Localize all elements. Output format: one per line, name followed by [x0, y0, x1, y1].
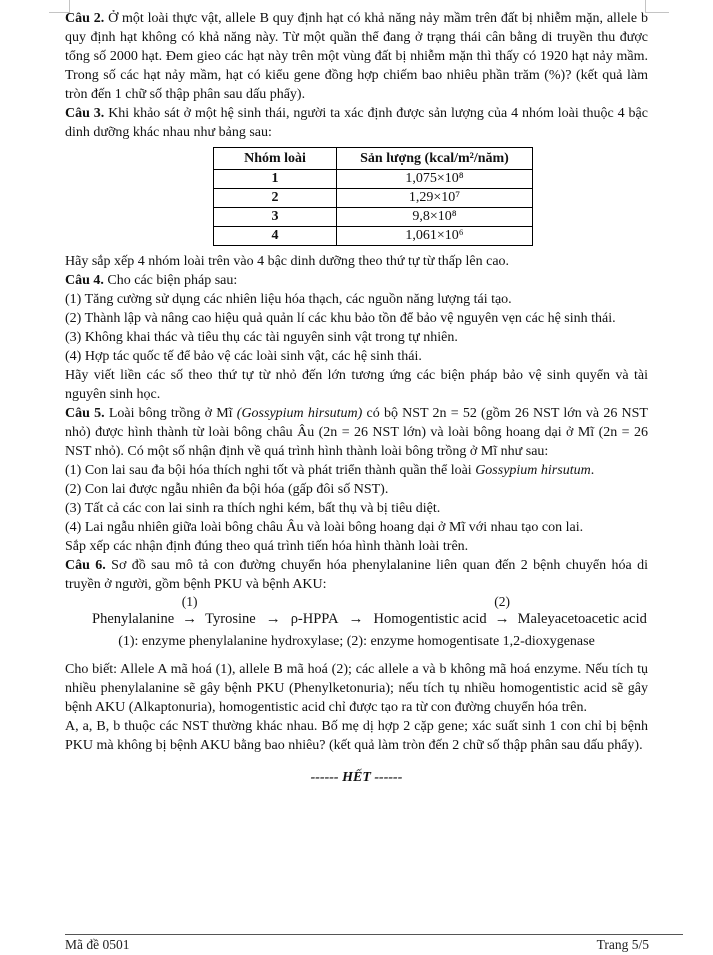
metabolic-pathway-diagram — [89, 595, 648, 629]
text-run: (1) Con lai sau đa bội hóa thích nghi tốt và phát triển thành quần thể loài — [65, 463, 476, 478]
question-3-task: Hãy sắp xếp 4 nhóm loài trên vào 4 bậc dinh dưỡng theo thứ tự từ thấp lên cao. — [65, 254, 510, 269]
end-of-exam-marker: ------ HẾT ------ — [310, 770, 403, 785]
text-boundary-mark-top-right — [645, 0, 669, 13]
text-run: Câu 3. — [65, 106, 105, 121]
pathway-node-hppa: ρ-HPPA — [290, 611, 339, 627]
table-row — [214, 208, 533, 227]
arrow-icon: → — [265, 611, 281, 627]
pathway-node-homogentistic-acid: Homogentistic acid — [373, 611, 487, 627]
question-5-intro — [65, 404, 648, 461]
question-5-item-2 — [65, 480, 648, 499]
diagram-caption: (1): enzyme phenylalanine hydroxylase; (2): enzyme homogentisate 1,2-dioxygenase — [118, 634, 595, 649]
question-3-intro — [65, 104, 648, 142]
text-run: Câu 4. — [65, 273, 104, 288]
exam-code: Mã đề 0501 — [65, 937, 130, 952]
pathway-node-phenylalanine: Phenylalanine — [92, 611, 175, 627]
text-run: Ở một loài thực vật, allele B quy định hạt có khả năng nảy mầm trên đất bị nhiễm mặn, allele b quy định hạt không có khả năng này. Từ một quần thể đang ở trạng thái cân bằng di truyền thu được tổng số 2000 hạt. Đem gieo các hạt này trên một vùng đất bị nhiễm mặn thì thấy có 1920 hạt nảy mầm. Trong số các hạt nảy mầm, hạt có kiểu gene đồng hợp chiếm bao nhiêu phần trăm (%)? (kết quả làm tròn đến 1 chữ số thập phân sau dấu phẩy). — [65, 11, 648, 102]
pathway-node-maleyacetoacetic-acid: Maleyacetoacetic acid — [517, 611, 647, 627]
table-row — [214, 170, 533, 189]
col-header-production: Sản lượng (kcal/m²/năm) — [337, 148, 533, 170]
table-cell: 1,075×10⁸ — [337, 170, 533, 189]
text-run: Gossypium hirsutum — [475, 463, 591, 478]
table-cell: 2 — [214, 189, 337, 208]
table-cell: 1,29×10⁷ — [337, 189, 533, 208]
pathway-arrow-2 — [494, 594, 511, 629]
page-number: Trang 5/5 — [596, 937, 649, 952]
text-run: . — [590, 463, 595, 478]
table-cell: 1,061×10⁶ — [337, 227, 533, 246]
page-footer — [65, 934, 683, 953]
question-6-note: Cho biết: Allele A mã hoá (1), allele B mã hoá (2); các allele a và b không mã hoá enzyme. Nếu tích tụ nhiều phenylalanine sẽ gây bệnh PKU (Phenylketonuria); nếu tích tụ nhiều homogentistic acid sẽ gây bệnh AKU (Alkaptonuria), homogentistic acid chỉ được tạo ra từ con đường chuyển hóa trên. — [65, 662, 648, 715]
text-run: (Gossypium hirsutum) — [236, 406, 363, 421]
question-4-item-3: (3) Không khai thác và tiêu thụ các tài nguyên sinh vật trong tự nhiên. — [65, 330, 458, 345]
arrow-icon: → — [494, 611, 510, 627]
question-4-item-2: (2) Thành lập và nâng cao hiệu quả quản lí các khu bảo tồn để bảo vệ nguyên vẹn các hệ sinh thái. — [65, 311, 616, 326]
question-5-task: Sắp xếp các nhận định đúng theo quá trình tiến hóa hình thành loài trên. — [65, 539, 469, 554]
text-run: Loài bông trồng ở Mĩ — [104, 406, 237, 421]
text-run: có bộ NST 2n = 52 (gồm 26 NST lớn và 26 NST nhỏ) được hình thành từ loài bông châu Âu (2n = 26 NST lớn) và loài bông hoang dại ở Mĩ (2n = 26 NST nhỏ). Có một số nhận định về quá trình hình thành loài bông trồng ở Mĩ như sau: — [65, 406, 648, 459]
table-body — [214, 170, 533, 246]
question-5-item-1 — [65, 461, 648, 480]
text-run: Cho các biện pháp sau: — [103, 273, 238, 288]
text-run: Câu 2. — [65, 11, 105, 26]
question-6-task: A, a, B, b thuộc các NST thường khác nhau. Bố mẹ dị hợp 2 cặp gene; xác suất sinh 1 con chỉ bị bệnh PKU mà không bị bệnh AKU bằng bao nhiêu? (kết quả làm tròn đến 2 chữ số thập phân sau dấu phẩy). — [65, 719, 648, 753]
page-body — [65, 9, 648, 787]
table-row — [214, 189, 533, 208]
table-row — [214, 227, 533, 246]
question-5-item-3 — [65, 499, 648, 518]
question-4-task: Hãy viết liền các số theo thứ tự từ nhỏ đến lớn tương ứng các biện pháp bảo vệ sinh quyển và tài nguyên sinh học. — [65, 368, 648, 402]
pathway-node-tyrosine: Tyrosine — [205, 611, 256, 627]
pathway-arrow-1-label: (1) — [181, 594, 198, 609]
question-2-paragraph — [65, 9, 648, 104]
text-run: Sơ đồ sau mô tả con đường chuyển hóa phenylalanine liên quan đến 2 bệnh chuyển hóa di truyền ở người, gồm bệnh PKU và bệnh AKU: — [65, 558, 648, 592]
production-table — [213, 147, 533, 246]
pathway-arrow-2-label: (2) — [494, 594, 511, 609]
table-cell: 1 — [214, 170, 337, 189]
table-cell: 3 — [214, 208, 337, 227]
question-4-item-4: (4) Hợp tác quốc tế để bảo vệ các loài sinh vật, các hệ sinh thái. — [65, 349, 422, 364]
text-run: Khi khảo sát ở một hệ sinh thái, người ta xác định được sản lượng của 4 nhóm loài thuộc 4 bậc dinh dưỡng khác nhau như bảng sau: — [65, 106, 648, 140]
arrow-icon: → — [348, 611, 364, 627]
question-6-intro — [65, 556, 648, 594]
table-header-row — [214, 148, 533, 170]
col-header-species-group: Nhóm loài — [214, 148, 337, 170]
text-run: (4) Lai ngẫu nhiên giữa loài bông châu Âu và loài bông hoang dại ở Mĩ với nhau tạo con lai. — [65, 520, 584, 535]
question-5-item-4 — [65, 518, 648, 537]
arrow-icon: → — [182, 611, 198, 627]
text-run: Câu 6. — [65, 558, 106, 573]
question-4-item-1: (1) Tăng cường sử dụng các nhiên liệu hóa thạch, các nguồn năng lượng tái tạo. — [65, 292, 512, 307]
text-run: (3) Tất cả các con lai sinh ra thích nghi kém, bất thụ và bị tiêu diệt. — [65, 501, 441, 516]
text-run: Câu 5. — [65, 406, 105, 421]
table-cell: 9,8×10⁸ — [337, 208, 533, 227]
text-run: (2) Con lai được ngẫu nhiên đa bội hóa (gấp đôi số NST). — [65, 482, 389, 497]
question-4-intro — [65, 271, 648, 290]
pathway-arrow-1 — [181, 594, 198, 629]
table-cell: 4 — [214, 227, 337, 246]
